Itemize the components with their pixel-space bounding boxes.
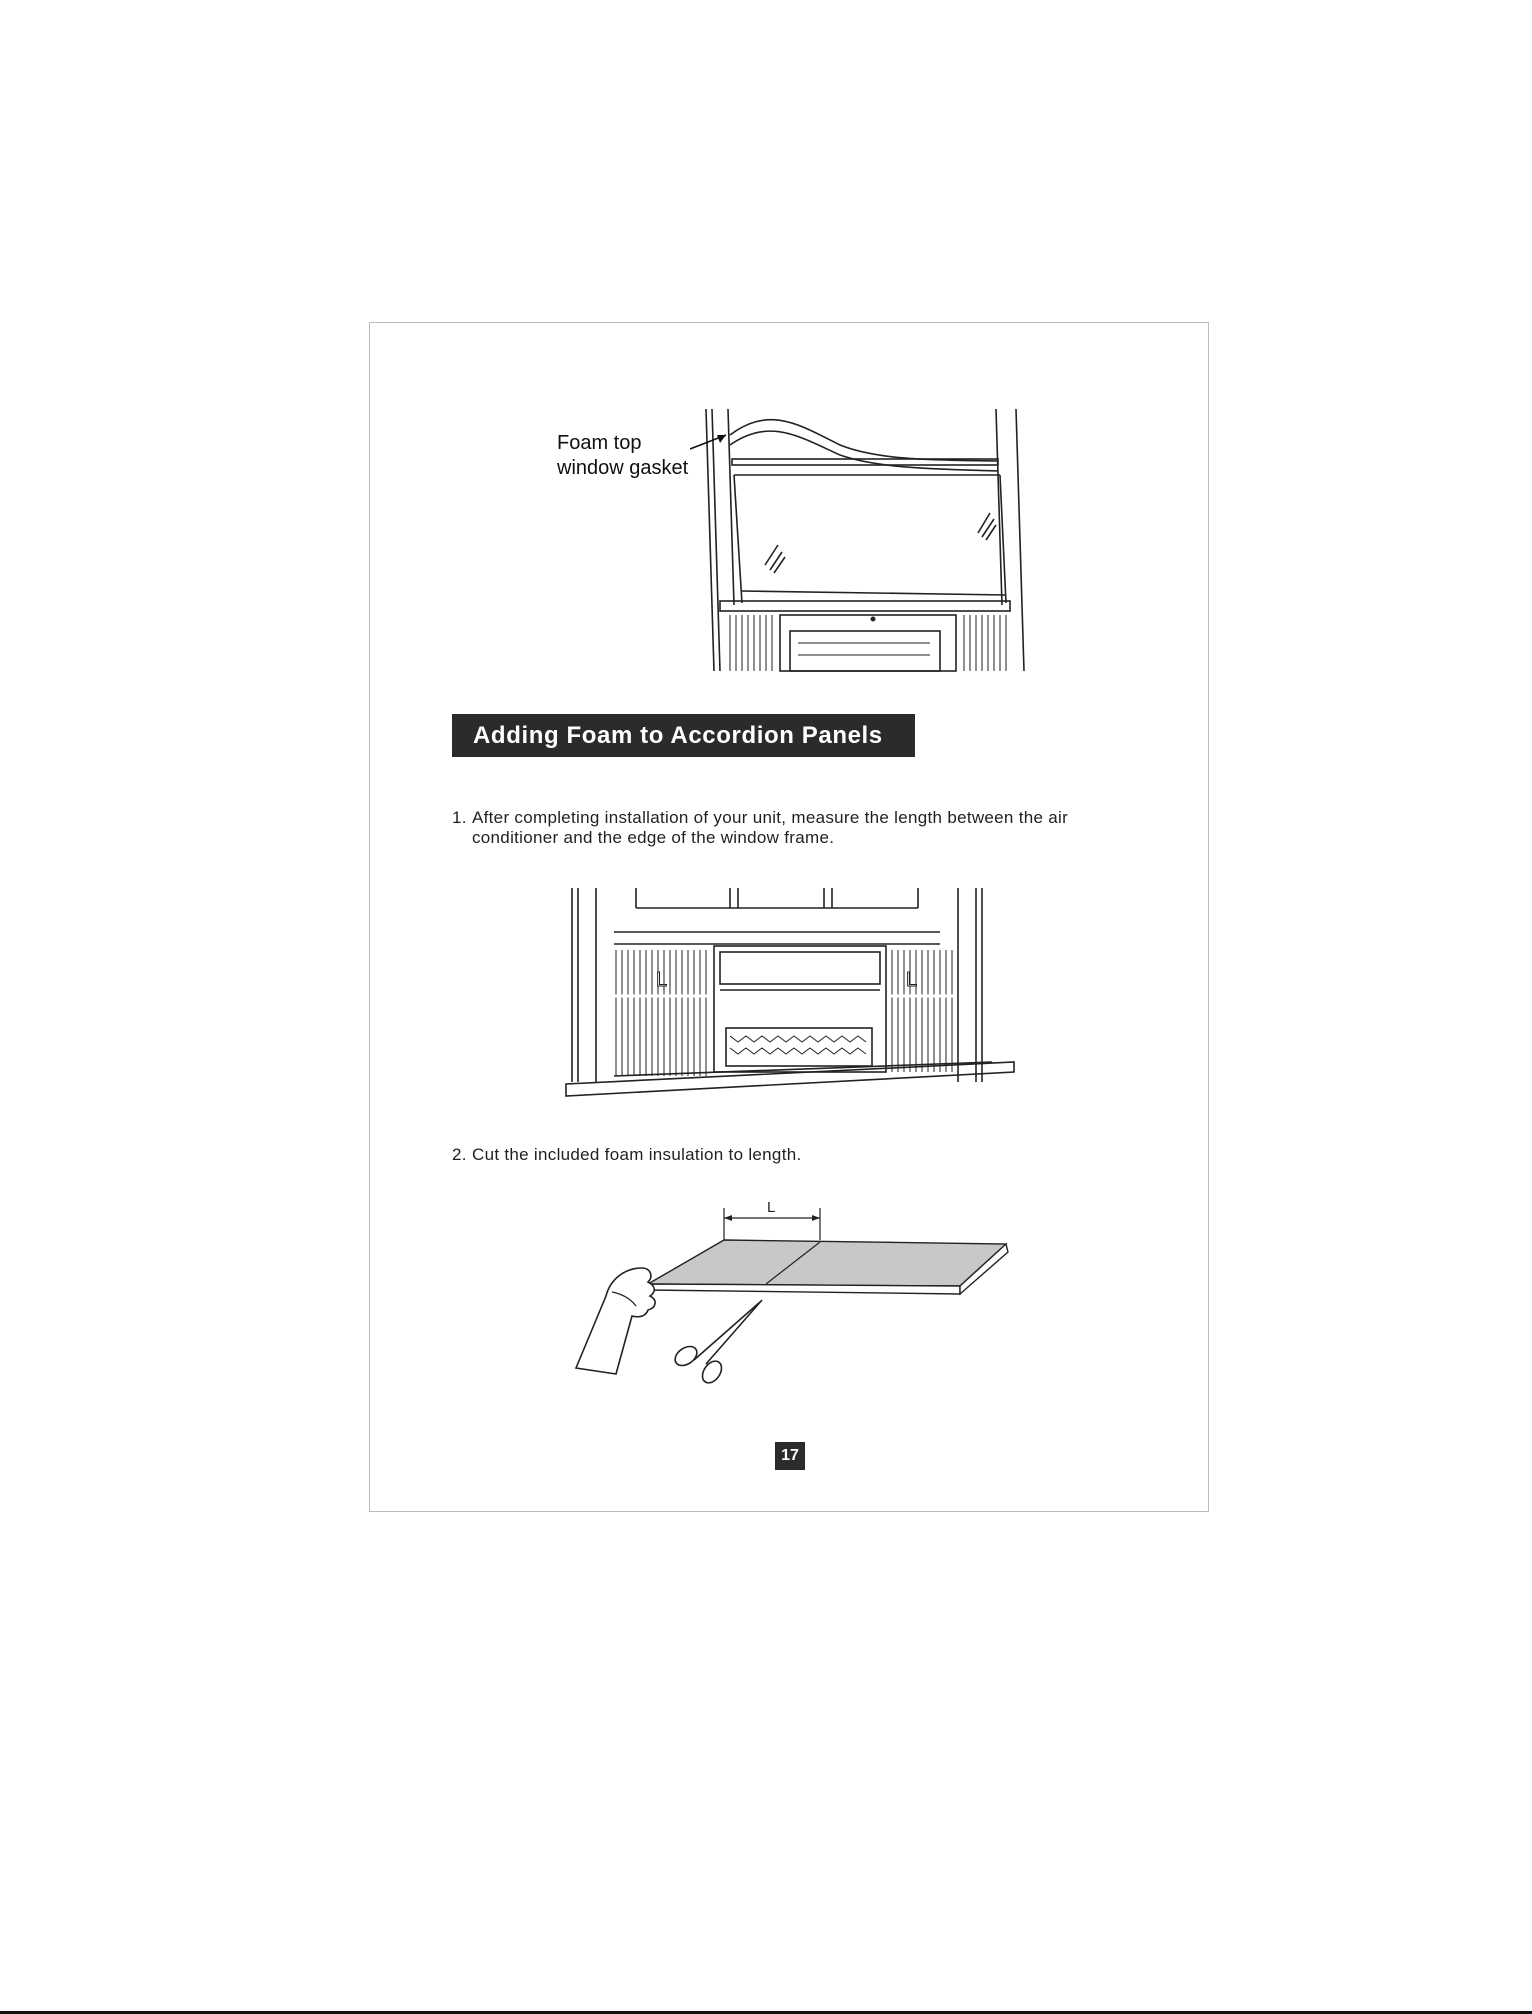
gasket-callout xyxy=(557,431,688,481)
step-1 xyxy=(452,808,1068,848)
measure-label-right: L xyxy=(906,969,918,991)
window-gasket-illustration xyxy=(690,405,1030,673)
cut-foam-illustration xyxy=(566,1196,1016,1388)
step-1-line-2: conditioner and the edge of the window frame. xyxy=(472,828,835,847)
cut-length-label: L xyxy=(767,1199,776,1216)
section-heading: Adding Foam to Accordion Panels xyxy=(452,714,915,757)
step-2 xyxy=(452,1145,802,1165)
step-1-line-1: After completing installation of your unit, measure the length between the air xyxy=(472,808,1069,827)
measure-illustration xyxy=(562,886,1018,1106)
page-number: 17 xyxy=(775,1442,805,1470)
callout-line-2: window gasket xyxy=(557,457,689,479)
step-1-number: 1. xyxy=(452,808,467,827)
step-2-number: 2. xyxy=(452,1145,467,1164)
callout-line-1: Foam top xyxy=(557,432,642,454)
step-2-line-1: Cut the included foam insulation to length. xyxy=(472,1145,802,1164)
measure-label-left: L xyxy=(656,969,668,991)
